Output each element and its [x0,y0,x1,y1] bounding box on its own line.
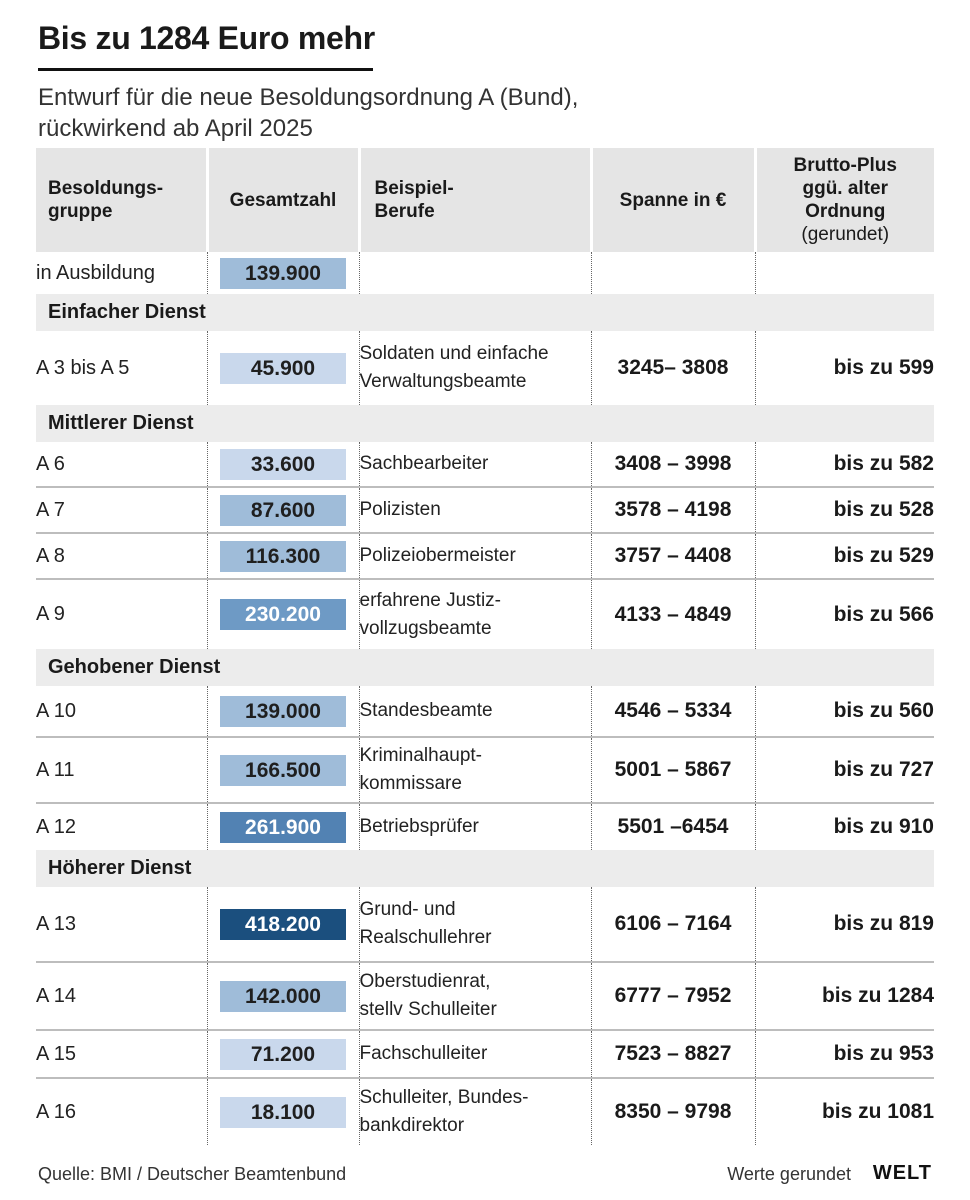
count-cell [207,1030,359,1078]
range-cell: 5501 –6454 [591,803,755,850]
count-bar: 139.900 [220,258,346,289]
job-cell [359,962,591,1030]
range-cell: 6777 – 7952 [591,962,755,1030]
count-bar: 261.900 [220,812,346,843]
table-row [36,803,934,850]
job-line: Betriebsprüfer [359,816,479,837]
job-line: erfahrene Justiz- [359,589,502,611]
source-note: Quelle: BMI / Deutscher Beamtenbund [38,1164,347,1184]
header-gesamtzahl: Gesamtzahl [207,148,359,252]
grade-cell: A 14 [36,962,207,1030]
job-line: Verwaltungsbeamte [359,371,527,392]
plus-cell: bis zu 582 [755,442,934,487]
job-line: Standesbeamte [359,700,493,721]
table-row [36,442,934,487]
table-row [36,579,934,649]
job-line: Oberstudienrat, [359,971,491,992]
plus-cell: bis zu 529 [755,533,934,579]
plus-cell: bis zu 953 [755,1030,934,1078]
plus-cell: bis zu 819 [755,887,934,962]
range-cell: 4546 – 5334 [591,686,755,737]
count-cell [207,686,359,737]
table-row [36,1078,934,1145]
plus-cell: bis zu 910 [755,803,934,850]
job-line: vollzugsbeamte [359,617,492,639]
job-line: kommissare [359,773,462,794]
header-line: Ordnung [805,201,886,222]
job-cell [359,803,591,850]
range-cell: 8350 – 9798 [591,1078,755,1145]
section-row [36,649,934,686]
table-row [36,962,934,1030]
job-cell [359,686,591,737]
plus-cell: bis zu 566 [755,579,934,649]
job-cell [359,487,591,533]
grade-cell: A 16 [36,1078,207,1145]
job-line: Realschullehrer [359,927,492,948]
count-cell [207,487,359,533]
header-line: Berufe [374,201,435,222]
range-cell: 3578 – 4198 [591,487,755,533]
count-cell [207,533,359,579]
section-row [36,294,934,331]
job-cell [359,1078,591,1145]
header-note: (gerundet) [801,224,890,245]
section-label: Einfacher Dienst [36,294,934,331]
header-besoldungsgruppe [36,148,207,252]
plus-cell: bis zu 599 [755,331,934,405]
job-line: Soldaten und einfache [359,343,549,364]
table-row [36,686,934,737]
header-line: Besoldungs- [48,178,164,199]
grade-cell: A 10 [36,699,77,722]
count-bar: 139.000 [220,696,346,727]
grade-cell: in Ausbildung [36,261,155,284]
count-cell [207,803,359,850]
count-cell [207,252,359,294]
job-line: Kriminalhaupt- [359,745,482,766]
job-line: Sachbearbeiter [359,453,489,474]
plus-cell: bis zu 560 [755,686,934,737]
table-row [36,887,934,962]
grade-cell: A 8 [36,533,207,579]
salary-table [36,148,934,1145]
welt-logo: WELT [872,1162,932,1184]
count-bar: 166.500 [220,755,346,786]
section-label: Mittlerer Dienst [36,405,934,442]
job-line: Polizeiobermeister [359,545,516,566]
plus-cell [755,252,934,294]
range-cell: 3245– 3808 [591,331,755,405]
job-cell [359,579,591,649]
table-row [36,252,934,294]
job-line: bankdirektor [359,1115,465,1136]
count-bar: 71.200 [220,1039,346,1070]
header-beispiel-berufe [359,148,591,252]
table-body [36,252,934,1145]
plus-cell: bis zu 1284 [755,962,934,1030]
count-bar: 87.600 [220,495,346,526]
job-cell [359,533,591,579]
section-row [36,405,934,442]
count-cell [207,1078,359,1145]
subtitle [38,82,578,144]
header-line: ggü. alter [802,178,888,199]
count-bar: 33.600 [220,449,346,480]
count-cell [207,962,359,1030]
job-line: stellv Schulleiter [359,999,497,1020]
job-line: Polizisten [359,499,441,520]
table-header-row [36,148,934,252]
header-line: Brutto-Plus [793,155,897,176]
count-cell [207,331,359,405]
table-row [36,737,934,803]
job-cell [359,331,591,405]
table-row [36,487,934,533]
header-line: Beispiel- [374,178,454,199]
grade-cell: A 15 [36,1030,207,1078]
job-line: Grund- und [359,899,456,920]
grade-cell: A 12 [36,803,207,850]
count-bar: 45.900 [220,353,346,384]
grade-cell: A 13 [36,912,77,935]
count-cell [207,887,359,962]
count-bar: 418.200 [220,909,346,940]
values-note: Werte gerundet [727,1164,851,1184]
count-bar: 116.300 [220,541,346,572]
header-line: gruppe [48,201,113,222]
subtitle-line-1: Entwurf für die neue Besoldungsordnung A (Bund), [38,84,579,111]
page-title: Bis zu 1284 Euro mehr [38,20,375,56]
count-bar: 142.000 [220,981,346,1012]
section-label: Höherer Dienst [36,850,934,887]
grade-cell: A 3 bis A 5 [36,356,130,379]
section-label: Gehobener Dienst [36,649,934,686]
count-cell [207,442,359,487]
range-cell: 4133 – 4849 [591,579,755,649]
range-cell: 3757 – 4408 [591,533,755,579]
plus-cell: bis zu 1081 [755,1078,934,1145]
title-underline [38,68,373,71]
job-cell [359,737,591,803]
table-row [36,331,934,405]
grade-cell: A 9 [36,579,207,649]
job-cell [359,887,591,962]
header-brutto-plus [755,148,934,252]
range-cell: 5001 – 5867 [591,737,755,803]
subtitle-line-2: rückwirkend ab April 2025 [38,115,313,142]
job-line: Fachschulleiter [359,1043,488,1064]
job-cell [359,442,591,487]
plus-cell: bis zu 727 [755,737,934,803]
count-bar: 230.200 [220,599,346,630]
plus-cell: bis zu 528 [755,487,934,533]
range-cell: 6106 – 7164 [591,887,755,962]
range-cell: 7523 – 8827 [591,1030,755,1078]
count-cell [207,579,359,649]
section-row [36,850,934,887]
grade-cell: A 6 [36,452,65,475]
job-line: Schulleiter, Bundes- [359,1087,529,1108]
grade-cell: A 11 [36,737,207,803]
count-cell [207,737,359,803]
header-spanne: Spanne in € [591,148,755,252]
grade-cell: A 7 [36,487,207,533]
table-row [36,1030,934,1078]
count-bar: 18.100 [220,1097,346,1128]
range-cell: 3408 – 3998 [591,442,755,487]
range-cell [591,252,755,294]
job-cell [359,1030,591,1078]
job-cell [359,252,591,294]
table-row [36,533,934,579]
